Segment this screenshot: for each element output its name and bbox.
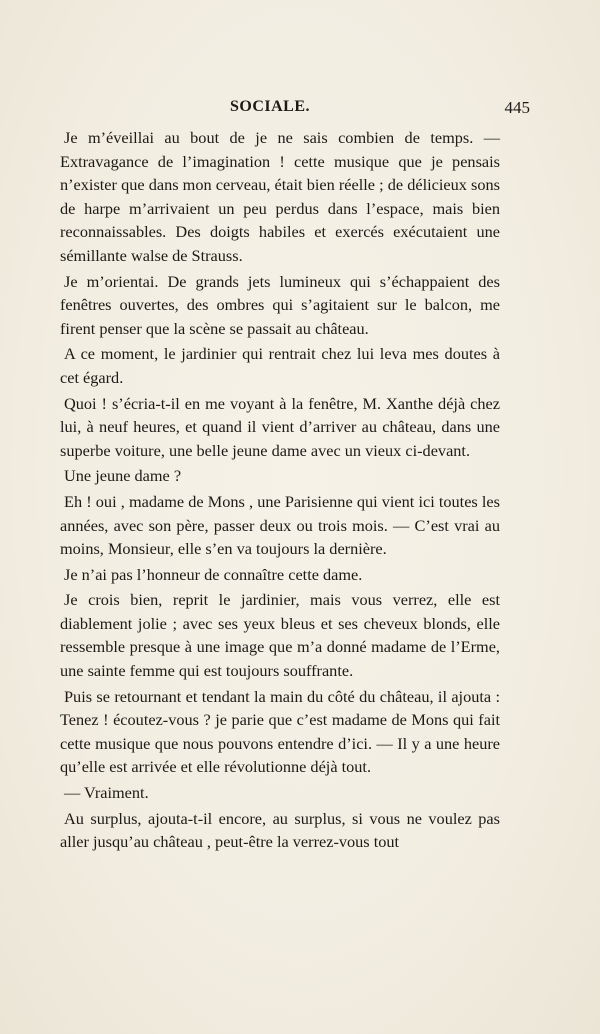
paragraph-11: Au surplus, ajouta-t-il encore, au surplus, si vous ne voulez pas aller jusqu’au château , peut-être la verrez-vous tout — [60, 808, 500, 852]
paragraph-5: Une jeune dame ? — [64, 466, 182, 486]
paragraph-7: Je n’ai pas l’honneur de connaître cette dame. — [64, 564, 363, 584]
paragraph-9: Puis se retournant et tendant la main du côté du château, il ajouta : Tenez ! écoutez-vous ? je parie que c’est madame de Mons qui fait cette musique que nous pouvons entendre d’ici. — Il y a une heure qu’elle est arrivée et elle révolutionne déjà tout. — [60, 686, 500, 777]
body-text — [60, 126, 500, 856]
running-head: SOCIALE. — [230, 98, 311, 115]
paragraph-3: A ce moment, le jardinier qui rentrait chez lui leva mes doutes à cet égard. — [60, 344, 500, 387]
page-header — [60, 98, 530, 124]
paragraph-1: Je m’éveillai au bout de je ne sais combien de temps. — Extravagance de l’imagination ! cette musique que je pensais n’exister que dans mon cerveau, était bien réelle ; de délicieux sons de harpe m’arrivaient un peu perdus dans l’espace, mais bien reconnaissables. Des doigts habiles et exercés exécutaient une sémillante walse de Strauss. — [60, 128, 500, 265]
paragraph-8: Je crois bien, reprit le jardinier, mais vous verrez, elle est diablement jolie ; avec ses yeux bleus et ses cheveux blonds, elle ressemble presque à une image que m’a donné madame de l’Erme, une sainte femme qui est toujours souffrante. — [60, 590, 500, 681]
paragraph-6: Eh ! oui , madame de Mons , une Parisienne qui vient ici toutes les années, avec son père, passer deux ou trois mois. — C’est vrai au moins, Monsieur, elle s’en va toujours la dernière. — [60, 491, 500, 559]
paragraph-4: Quoi ! s’écria-t-il en me voyant à la fenêtre, M. Xanthe déjà chez lui, à neuf heures, et quand il vient d’arriver au château, dans une superbe voiture, une belle jeune dame avec un vieux ci-devant. — [60, 393, 500, 460]
paragraph-10: — Vraiment. — [64, 783, 149, 803]
paragraph-2: Je m’orientai. De grands jets lumineux qui s’échappaient des fenêtres ouvertes, des ombres qui s’agitaient sur le balcon, me firent penser que la scène se passait au château. — [60, 271, 500, 338]
page-number: 445 — [504, 98, 530, 117]
